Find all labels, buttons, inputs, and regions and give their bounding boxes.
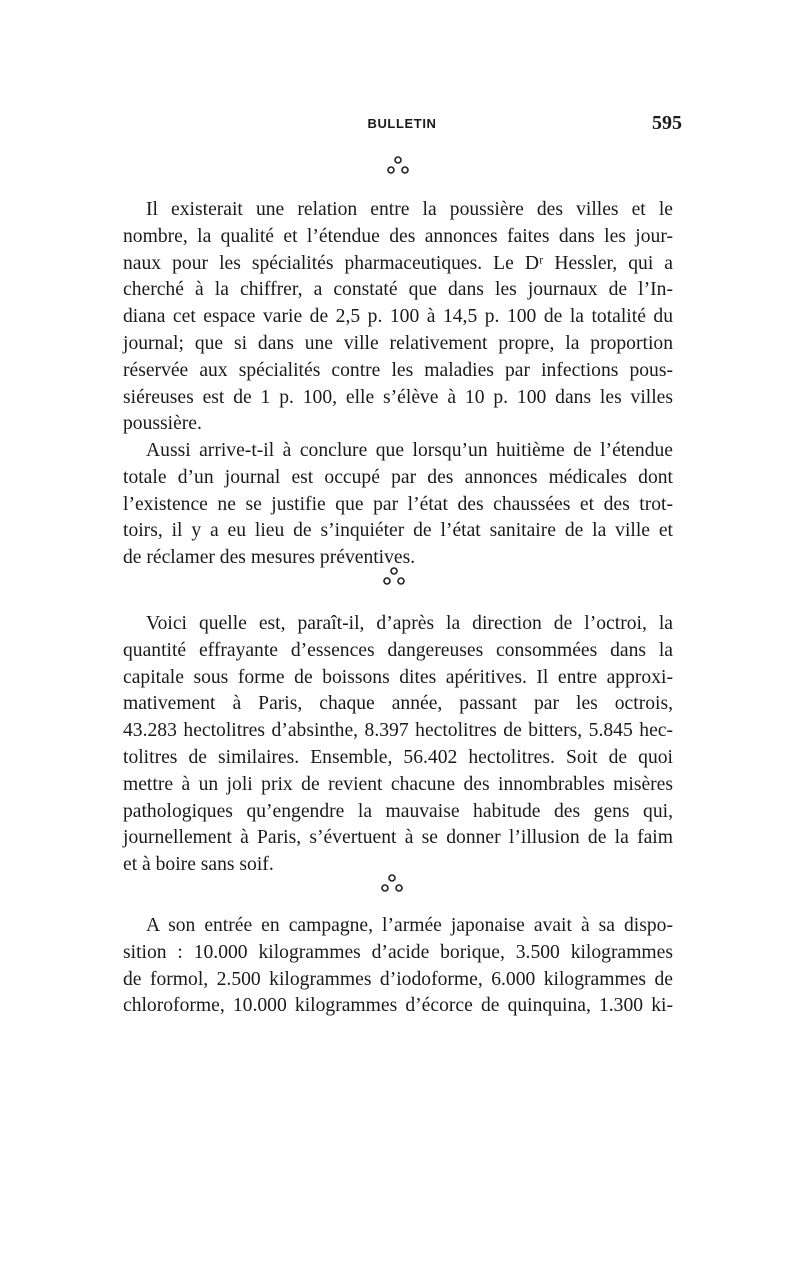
text-line: naux pour les spécialités pharmaceutiques. Le Dʳ Hessler, qui a [123, 252, 673, 274]
text-line: Voici quelle est, paraît-il, d’après la direction de l’octroi, la [146, 613, 673, 634]
paragraph-conclusion [123, 438, 673, 572]
text-line: capitale sous forme de boissons dites apéritives. Il entre approxi- [123, 666, 673, 688]
text-line: journellement à Paris, s’évertuent à se donner l’illusion de la faim [123, 827, 673, 849]
text-line: poussière. [123, 413, 202, 435]
text-line: réservée aux spécialités contre les maladies par infections pous- [123, 359, 673, 381]
paragraph-dust-advertising [123, 197, 673, 438]
asterism-icon [379, 566, 409, 588]
text-line: toirs, il y a eu lieu de s’inquiéter de l’état sanitaire de la ville et [123, 520, 673, 542]
text-line: cherché à la chiffrer, a constaté que dans les journaux de l’In- [123, 279, 673, 301]
paragraph-japanese-army [123, 913, 673, 1020]
text-line: A son entrée en campagne, l’armée japonaise avait à sa dispo- [146, 915, 673, 936]
text-line: totale d’un journal est occupé par des annonces médicales dont [123, 466, 673, 488]
text-line: Aussi arrive-t-il à conclure que lorsqu’un huitième de l’étendue [146, 440, 673, 461]
text-line: diana cet espace varie de 2,5 p. 100 à 14,5 p. 100 de la totalité du [123, 306, 673, 328]
text-line: 43.283 hectolitres d’absinthe, 8.397 hectolitres de bitters, 5.845 hec- [123, 720, 673, 742]
text-line: sition : 10.000 kilogrammes d’acide borique, 3.500 kilogrammes [123, 941, 673, 963]
asterism-icon [377, 873, 407, 895]
text-line: siéreuses est de 1 p. 100, elle s’élève à 10 p. 100 dans les villes [123, 386, 673, 408]
running-title: BULLETIN [367, 116, 437, 131]
text-line: nombre, la qualité et l’étendue des annonces faites dans les jour- [123, 225, 673, 247]
text-line: pathologiques qu’engendre la mauvaise habitude des gens qui, [123, 800, 673, 822]
text-line: l’existence ne se justifie que par l’état des chaussées et des trot- [123, 493, 673, 515]
text-line: chloroforme, 10.000 kilogrammes d’écorce de quinquina, 1.300 ki- [123, 995, 673, 1017]
text-line: de formol, 2.500 kilogrammes d’iodoforme, 6.000 kilogrammes de [123, 968, 673, 990]
text-line: Il existerait une relation entre la poussière des villes et le [146, 199, 673, 220]
running-head [122, 112, 682, 136]
text-line: de réclamer des mesures préventives. [123, 547, 416, 569]
text-line: mettre à un joli prix de revient chacune des innombrables misères [123, 773, 673, 795]
text-line: et à boire sans soif. [123, 854, 274, 876]
text-line: tolitres de similaires. Ensemble, 56.402 hectolitres. Soit de quoi [123, 746, 673, 768]
paragraph-octroi-aperitifs [123, 611, 673, 879]
text-line: quantité effrayante d’essences dangereuses consommées dans la [123, 639, 673, 661]
asterism-icon [383, 155, 413, 177]
text-line: mativement à Paris, chaque année, passant par les octrois, [123, 693, 673, 715]
text-line: journal; que si dans une ville relativement propre, la proportion [123, 332, 673, 354]
page-number: 595 [652, 112, 682, 134]
